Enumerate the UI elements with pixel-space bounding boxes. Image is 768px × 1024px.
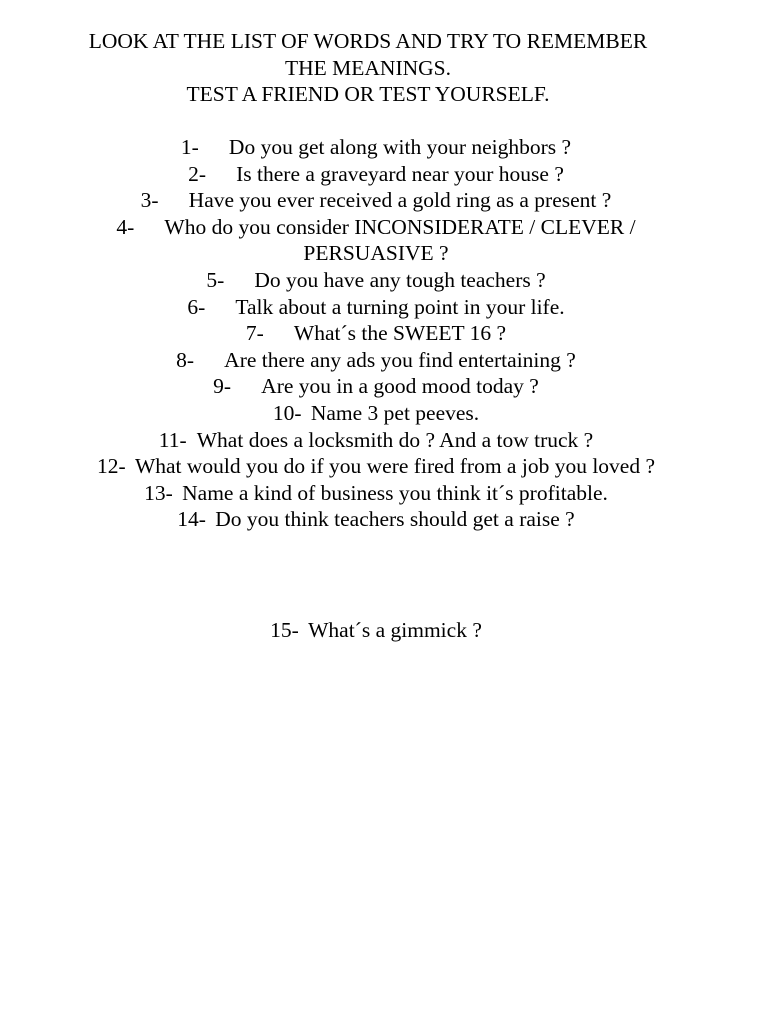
- question-item: [0, 187, 752, 214]
- instructions-line: THE MEANINGS.: [284, 55, 452, 80]
- question-item: [0, 347, 752, 374]
- question-number: 10-: [272, 400, 302, 425]
- question-item: [0, 320, 752, 347]
- question-text: Who do you consider INCONSIDERATE / CLEVER / PERSUASIVE ?: [164, 214, 636, 266]
- question-item: [0, 480, 752, 507]
- question-item: [0, 427, 752, 454]
- question-number: 4-: [116, 214, 135, 239]
- question-number: 5-: [206, 267, 225, 292]
- question-number: 6-: [187, 294, 206, 319]
- question-text: Are there any ads you find entertaining ?: [224, 347, 576, 372]
- question-item: [0, 453, 752, 480]
- instructions-line: TEST A FRIEND OR TEST YOURSELF.: [186, 82, 550, 107]
- question-text: What´s the SWEET 16 ?: [293, 321, 507, 346]
- question-list: [0, 134, 752, 644]
- question-text: Name 3 pet peeves.: [310, 400, 480, 425]
- question-text: What does a locksmith do ? And a tow truck ?: [196, 427, 594, 452]
- question-number: 13-: [144, 480, 173, 505]
- question-number: 1-: [180, 135, 199, 159]
- question-text: Do you get along with your neighbors ?: [228, 135, 572, 159]
- instructions-header: [0, 28, 736, 108]
- question-item: [0, 617, 752, 644]
- question-number: 15-: [270, 617, 299, 642]
- question-text: Do you think teachers should get a raise ?: [215, 507, 575, 532]
- question-text: What would you do if you were fired from a job you loved ?: [134, 454, 656, 479]
- question-item: [0, 214, 752, 267]
- instructions-line: LOOK AT THE LIST OF WORDS AND TRY TO REMEMBER: [88, 29, 648, 53]
- question-item: [0, 294, 752, 321]
- question-number: 2-: [188, 161, 207, 186]
- question-text: Do you have any tough teachers ?: [254, 267, 546, 292]
- question-number: 11-: [158, 427, 187, 452]
- question-number: 8-: [176, 347, 195, 372]
- question-text: What´s a gimmick ?: [308, 617, 482, 642]
- question-number: 3-: [140, 188, 159, 213]
- question-text: Are you in a good mood today ?: [261, 374, 539, 399]
- question-item: [0, 267, 752, 294]
- question-text: Talk about a turning point in your life.: [235, 294, 565, 319]
- question-item: [0, 134, 752, 161]
- question-number: 9-: [213, 374, 232, 399]
- question-item: [0, 506, 752, 533]
- question-number: 12-: [96, 454, 126, 479]
- question-text: Is there a graveyard near your house ?: [236, 161, 564, 186]
- question-item: [0, 161, 752, 188]
- question-item: [0, 400, 752, 427]
- question-number: 14-: [177, 507, 206, 532]
- question-item: [0, 373, 752, 400]
- question-number: 7-: [245, 321, 264, 346]
- question-text: Have you ever received a gold ring as a present ?: [188, 188, 612, 213]
- question-text: Name a kind of business you think it´s profitable.: [182, 480, 608, 505]
